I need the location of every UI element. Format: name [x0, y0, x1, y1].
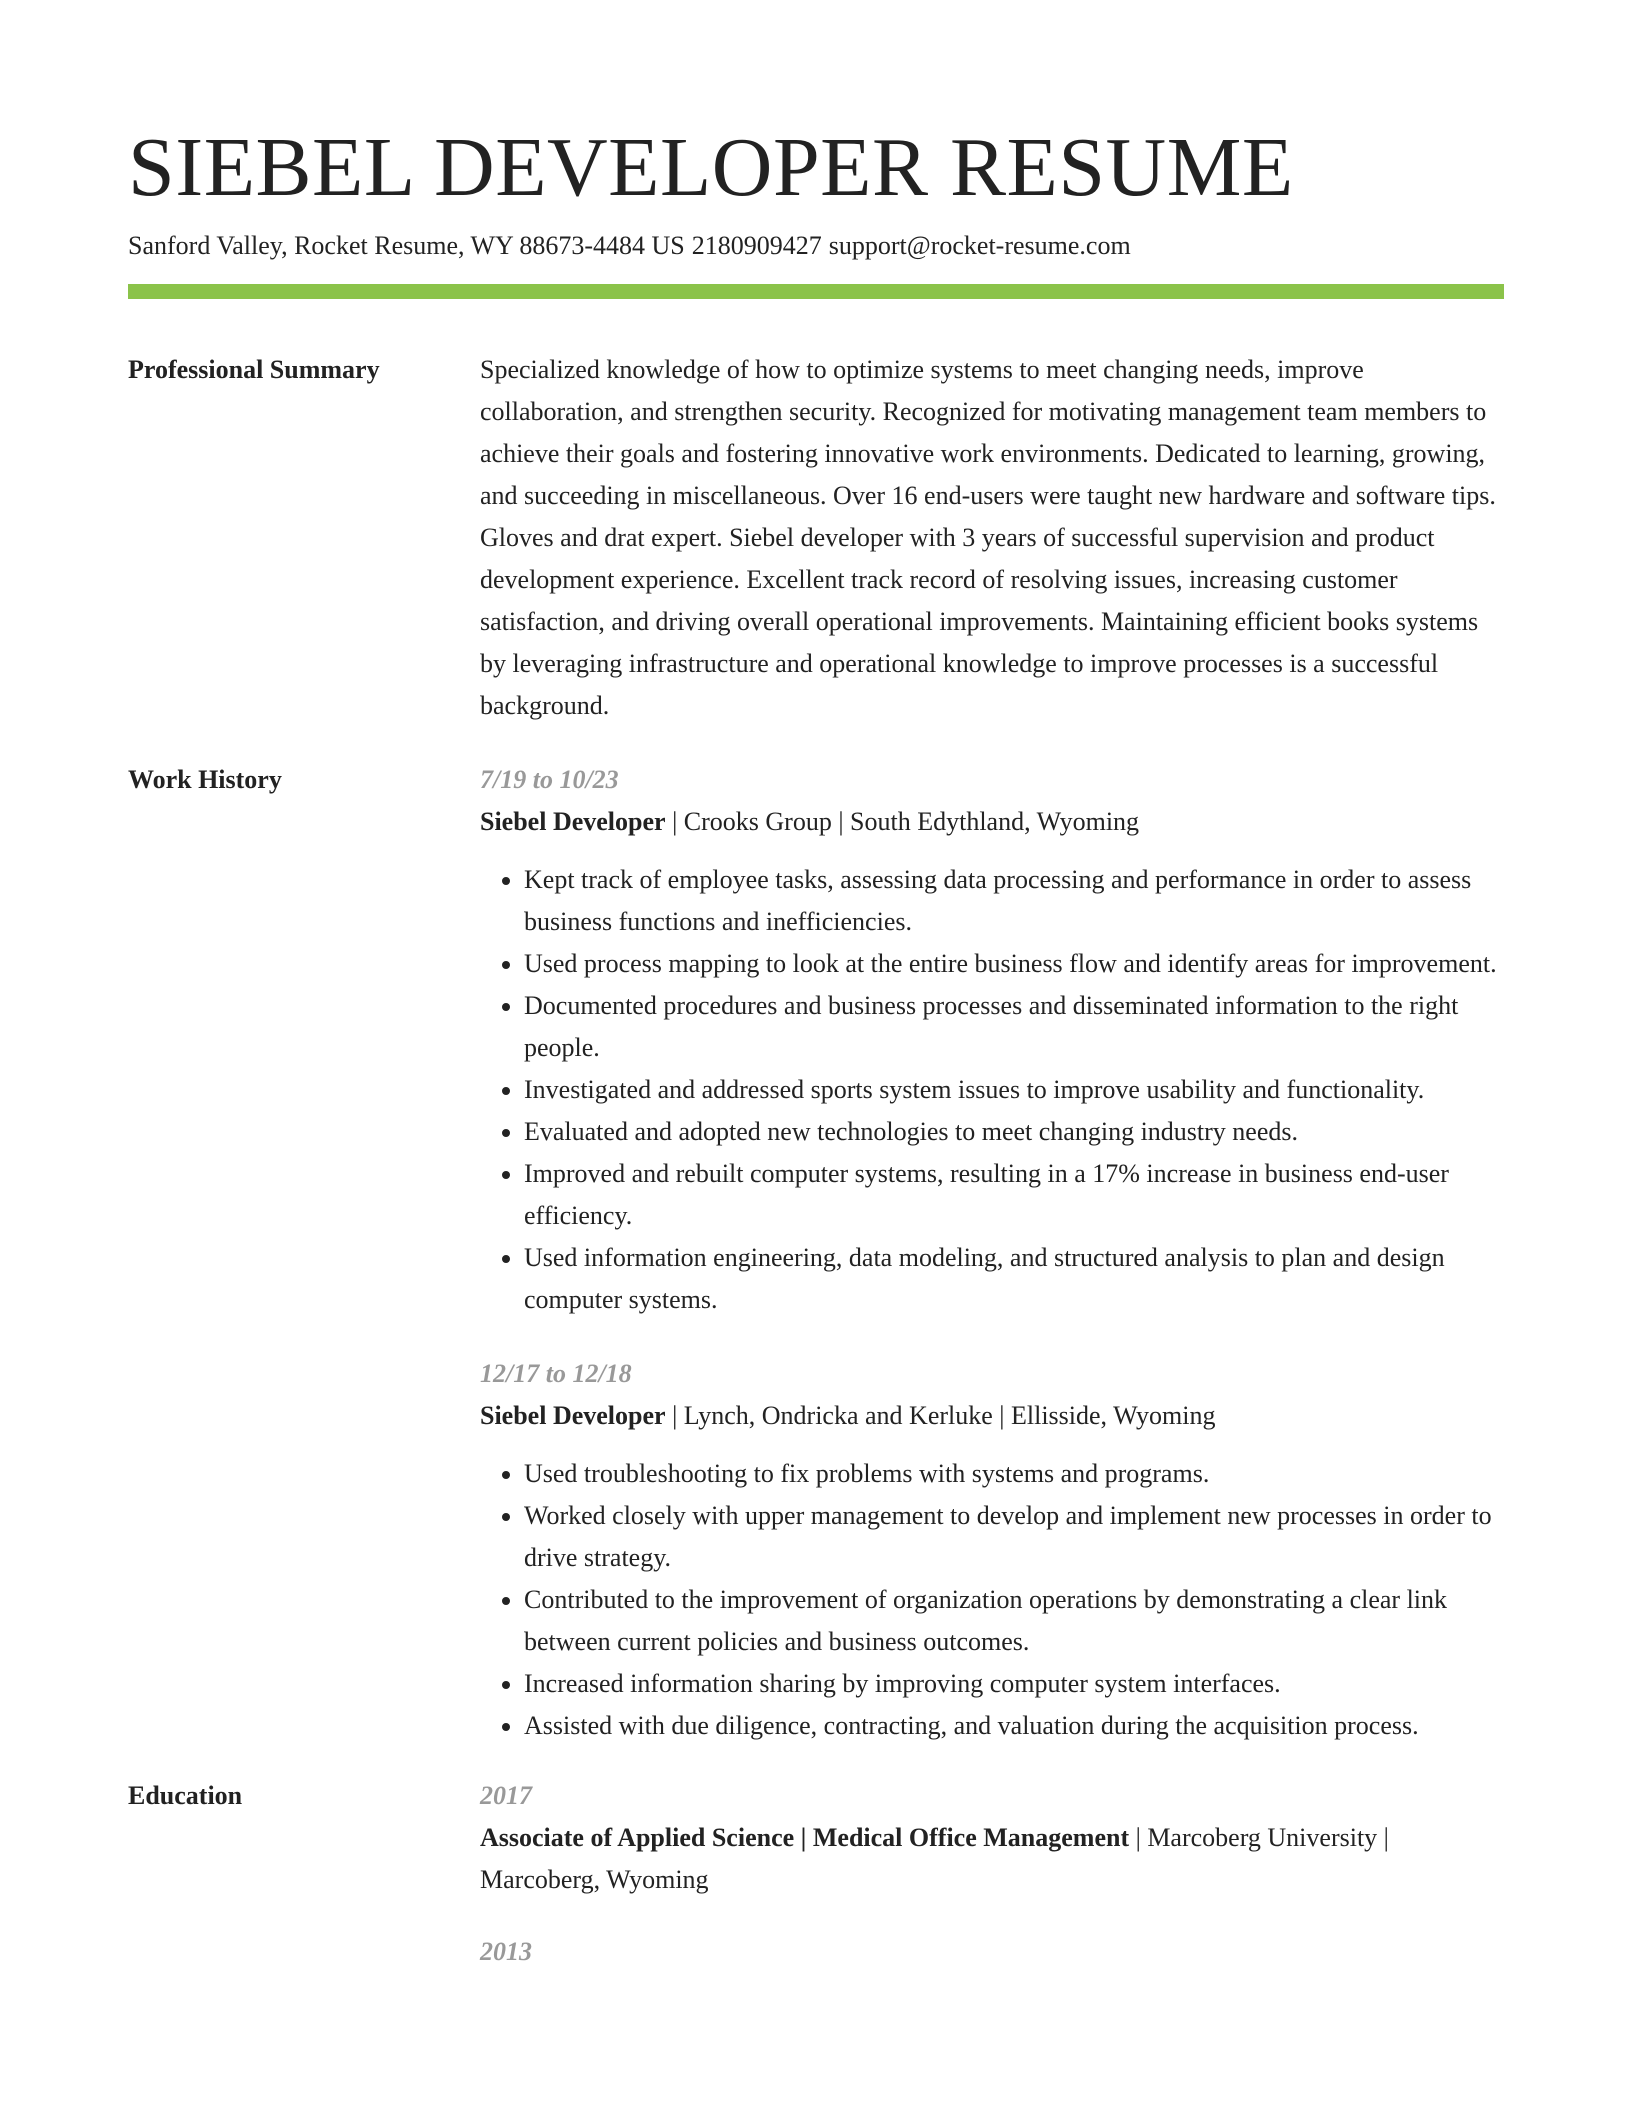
summary-body: [480, 349, 1504, 727]
job-title: Siebel Developer: [480, 807, 666, 836]
education-section: [128, 1775, 1504, 1973]
summary-section: [128, 349, 1504, 727]
contact-address: Sanford Valley, Rocket Resume, WY 88673-4484 US: [128, 231, 685, 260]
job-heading: [480, 801, 1504, 843]
work-history-label: Work History: [128, 765, 282, 794]
job-title: Siebel Developer: [480, 1401, 666, 1430]
resume-title: SIEBEL DEVELOPER RESUME: [128, 121, 1294, 214]
job-details: | Crooks Group | South Edythland, Wyoming: [665, 807, 1140, 836]
education-year: 2013: [480, 1937, 532, 1966]
job-bullet: • Kept track of employee tasks, assessing data processing and performance in order to assess business functions and inefficiencies.: [524, 859, 1504, 943]
job-heading: [480, 1395, 1504, 1437]
job-bullet: • Used process mapping to look at the entire business flow and identify areas for improvement.: [524, 943, 1504, 985]
job-bullet: • Used troubleshooting to fix problems with systems and programs.: [524, 1453, 1504, 1495]
job-bullet: • Used information engineering, data modeling, and structured analysis to plan and design computer systems.: [524, 1237, 1504, 1321]
contact-email: support@rocket-resume.com: [828, 231, 1131, 260]
education-details: | Marcoberg University | Marcoberg, Wyoming: [480, 1823, 1389, 1894]
education-degree: Associate of Applied Science | Medical Office Management: [480, 1823, 1130, 1852]
resume-page: [128, 118, 1504, 1973]
job-details: | Lynch, Ondricka and Kerluke | Ellisside, Wyoming: [665, 1401, 1216, 1430]
education-body: [480, 1775, 1504, 1973]
job-bullet: • Evaluated and adopted new technologies to meet changing industry needs.: [524, 1111, 1504, 1153]
work-history-section: [128, 759, 1504, 1747]
job-bullet: • Improved and rebuilt computer systems, resulting in a 17% increase in business end-user efficiency.: [524, 1153, 1504, 1237]
contact-phone: 2180909427: [691, 231, 822, 260]
header-divider: [128, 284, 1504, 299]
job-bullets: [480, 1453, 1504, 1747]
job-bullet: • Worked closely with upper management to develop and implement new processes in order to drive strategy.: [524, 1495, 1504, 1579]
education-year: 2017: [480, 1781, 532, 1810]
job-entry: [480, 759, 1504, 1321]
education-label: Education: [128, 1781, 243, 1810]
job-bullet: • Documented procedures and business processes and disseminated information to the right people.: [524, 985, 1504, 1069]
job-bullet: • Increased information sharing by improving computer system interfaces.: [524, 1663, 1504, 1705]
job-dates: 7/19 to 10/23: [480, 765, 619, 794]
education-entry: [480, 1931, 1504, 1973]
contact-line: [128, 228, 1504, 264]
job-bullet: • Contributed to the improvement of organization operations by demonstrating a clear link between current policies and business outcomes.: [524, 1579, 1504, 1663]
job-dates: 12/17 to 12/18: [480, 1359, 632, 1388]
job-bullets: [480, 859, 1504, 1321]
summary-text: Specialized knowledge of how to optimize systems to meet changing needs, improve collaboration, and strengthen security. Recognized for motivating management team members to achieve their goals and fostering innovative work environments. Dedicated to learning, growing, and succeeding in miscellaneous. Over 16 end-users were taught new hardware and software tips. Gloves and drat expert. Siebel developer with 3 years of successful supervision and product development experience. Excellent track record of resolving issues, increasing customer satisfaction, and driving overall operational improvements. Maintaining efficient books systems by leveraging infrastructure and operational knowledge to improve processes is a successful background.: [480, 355, 1496, 720]
job-entry: [480, 1353, 1504, 1747]
education-entry: [480, 1775, 1504, 1901]
education-heading: [480, 1817, 1504, 1901]
job-bullet: • Assisted with due diligence, contracting, and valuation during the acquisition process.: [524, 1705, 1504, 1747]
job-bullet: • Investigated and addressed sports system issues to improve usability and functionality.: [524, 1069, 1504, 1111]
summary-label: Professional Summary: [128, 355, 380, 384]
work-history-body: [480, 759, 1504, 1747]
